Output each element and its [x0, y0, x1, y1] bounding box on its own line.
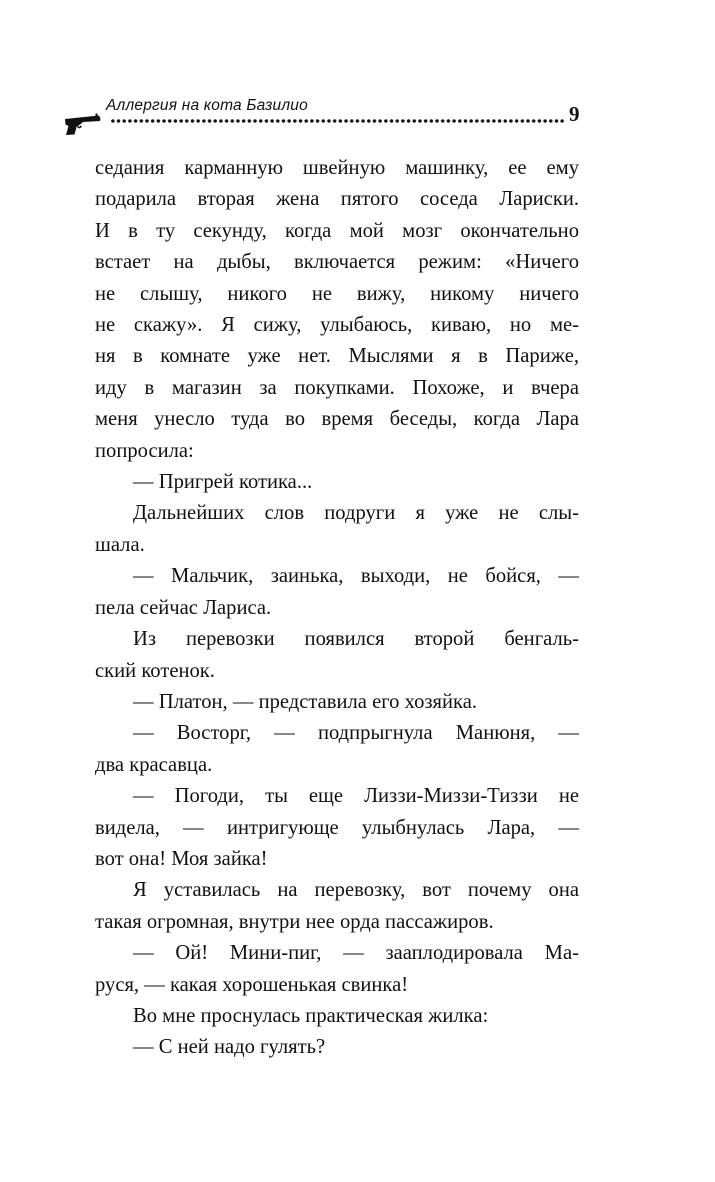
text-line: Из перевозки появился второй бенгаль-: [133, 628, 579, 651]
text-line: — С ней надо гулять?: [133, 1036, 326, 1059]
text-line: — Платон, — представила его хозяйка.: [133, 690, 478, 713]
text-line: — Мальчик, заинька, выходи, не бойся, —: [133, 565, 579, 588]
body-text: [95, 153, 579, 1064]
text-line: попросила:: [95, 439, 194, 462]
text-line: два красавца.: [95, 753, 213, 776]
text-line: И в ту секунду, когда мой мозг окончательно: [95, 219, 579, 242]
text-line: не скажу». Я сижу, улыбаюсь, киваю, но ме-: [95, 314, 579, 337]
text-line: шала.: [95, 533, 145, 556]
text-line: ня в комнате уже нет. Мыслями я в Париже,: [95, 345, 579, 368]
text-line: ский котенок.: [95, 659, 215, 682]
revolver-icon: [62, 112, 102, 136]
text-line: — Восторг, — подпрыгнула Манюня, —: [133, 722, 579, 745]
text-line: видела, — интригующе улыбнулась Лара, —: [95, 816, 579, 839]
text-line: такая огромная, внутри нее орда пассажиров.: [95, 910, 494, 933]
text-line: седания карманную швейную машинку, ее ему: [95, 157, 579, 179]
text-line: Дальнейших слов подруги я уже не слы-: [133, 502, 579, 525]
page-number: 9: [569, 102, 580, 126]
running-head: [62, 95, 592, 135]
text-line: Я уставилась на перевозку, вот почему она: [133, 879, 579, 902]
text-line: не слышу, никого не вижу, никому ничего: [95, 282, 579, 305]
running-title: Аллергия на кота Базилио: [106, 97, 308, 114]
dot-leader: [110, 117, 566, 125]
text-line: встает на дыбы, включается режим: «Ничего: [95, 251, 579, 274]
text-line: руся, — какая хорошенькая свинка!: [95, 973, 409, 996]
text-line: подарила вторая жена пятого соседа Лариски.: [95, 188, 579, 211]
text-line: — Пригрей котика...: [133, 471, 313, 494]
text-line: вот она! Моя зайка!: [95, 847, 268, 870]
text-line: — Погоди, ты еще Лиззи-Миззи-Тиззи не: [133, 785, 579, 808]
text-line: — Ой! Мини-пиг, — зааплодировала Ма-: [133, 942, 579, 965]
text-line: пела сейчас Лариса.: [95, 596, 272, 619]
text-line: иду в магазин за покупками. Похоже, и вчера: [95, 376, 579, 399]
text-line: Во мне проснулась практическая жилка:: [133, 1004, 489, 1027]
text-line: меня унесло туда во время беседы, когда Лара: [95, 408, 579, 431]
